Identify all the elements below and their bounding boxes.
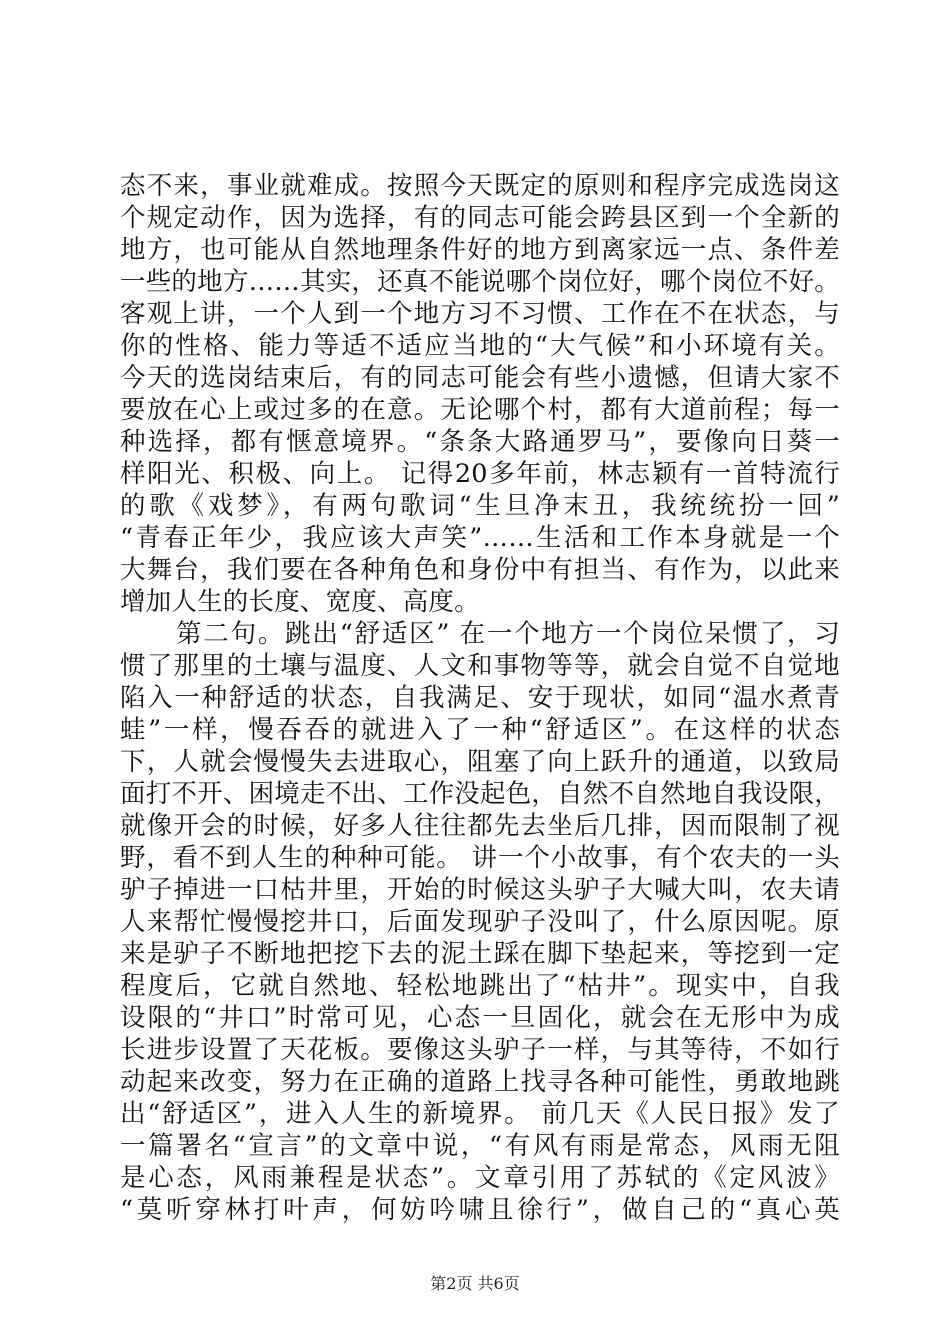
text-line: 一篇署名“宣言”的文章中说，“有风有雨是常态，风雨无阻 [120,1131,840,1161]
text-line: 态不来，事业就难成。按照今天既定的原则和程序完成选岗这 [120,171,840,201]
text-line: 要放在心上或过多的在意。无论哪个村，都有大道前程；每一 [120,395,840,425]
text-line: 长进步设置了天花板。要像这头驴子一样，与其等待，不如行 [120,1035,840,1065]
text-line: 人来帮忙慢慢挖井口，后面发现驴子没叫了，什么原因呢。原 [120,907,840,937]
body-text [120,170,840,1226]
text-line: 下，人就会慢慢失去进取心，阻塞了向上跃升的通道，以致局 [120,747,840,777]
text-line: 是心态，风雨兼程是状态”。文章引用了苏轼的《定风波》 [120,1163,840,1193]
text-line: 个规定动作，因为选择，有的同志可能会跨县区到一个全新的 [120,203,840,233]
text-line: 来是驴子不断地把挖下去的泥土踩在脚下垫起来，等挖到一定 [120,939,840,969]
text-line: 野，看不到人生的种种可能。 讲一个小故事，有个农夫的一头 [120,843,840,873]
text-line: 蛙”一样，慢吞吞的就进入了一种“舒适区”。在这样的状态 [120,715,840,745]
paragraph-start-line: 第二句。跳出“舒适区” 在一个地方一个岗位呆惯了，习 [176,619,840,649]
text-line: 种选择，都有惬意境界。“条条大路通罗马”，要像向日葵一 [120,427,840,457]
text-line: 就像开会的时候，好多人往往都先去坐后几排，因而限制了视 [120,811,840,841]
text-line: 今天的选岗结束后，有的同志可能会有些小遗憾，但请大家不 [120,363,840,393]
text-line: 惯了那里的土壤与温度、人文和事物等等，就会自觉不自觉地 [120,651,840,681]
text-line: 增加人生的长度、宽度、高度。 [120,587,480,617]
text-line: 的歌《戏梦》，有两句歌词“生旦净末丑，我统统扮一回” [120,491,840,521]
text-line: 样阳光、积极、向上。 记得20多年前，林志颖有一首特流行 [120,459,840,489]
text-line: 一些的地方……其实，还真不能说哪个岗位好，哪个岗位不好。 [120,267,840,297]
text-line: 你的性格、能力等适不适应当地的“大气候”和小环境有关。 [120,331,840,361]
text-line: 大舞台，我们要在各种角色和身份中有担当、有作为，以此来 [120,555,840,585]
text-line: “莫听穿林打叶声，何妨吟啸且徐行”，做自己的“真心英 [120,1195,840,1225]
text-line: 地方，也可能从自然地理条件好的地方到离家远一点、条件差 [120,235,840,265]
text-line: 动起来改变，努力在正确的道路上找寻各种可能性，勇敢地跳 [120,1067,840,1097]
text-line: 设限的“井口”时常可见，心态一旦固化，就会在无形中为成 [120,1003,840,1033]
text-line: 客观上讲，一个人到一个地方习不习惯、工作在不在状态，与 [120,299,840,329]
text-line: 程度后，它就自然地、轻松地跳出了“枯井”。现实中，自我 [120,971,840,1001]
text-line: 陷入一种舒适的状态，自我满足、安于现状，如同“温水煮青 [120,683,840,713]
text-line: 面打不开、困境走不出、工作没起色，自然不自然地自我设限， [120,779,840,809]
text-line: 驴子掉进一口枯井里，开始的时候这头驴子大喊大叫，农夫请 [120,875,840,905]
text-line: “青春正年少，我应该大声笑”……生活和工作本身就是一个 [120,523,840,553]
page-footer: 第2页 共6页 [430,1274,520,1293]
text-line: 出“舒适区”，进入人生的新境界。 前几天《人民日报》发了 [120,1099,840,1129]
